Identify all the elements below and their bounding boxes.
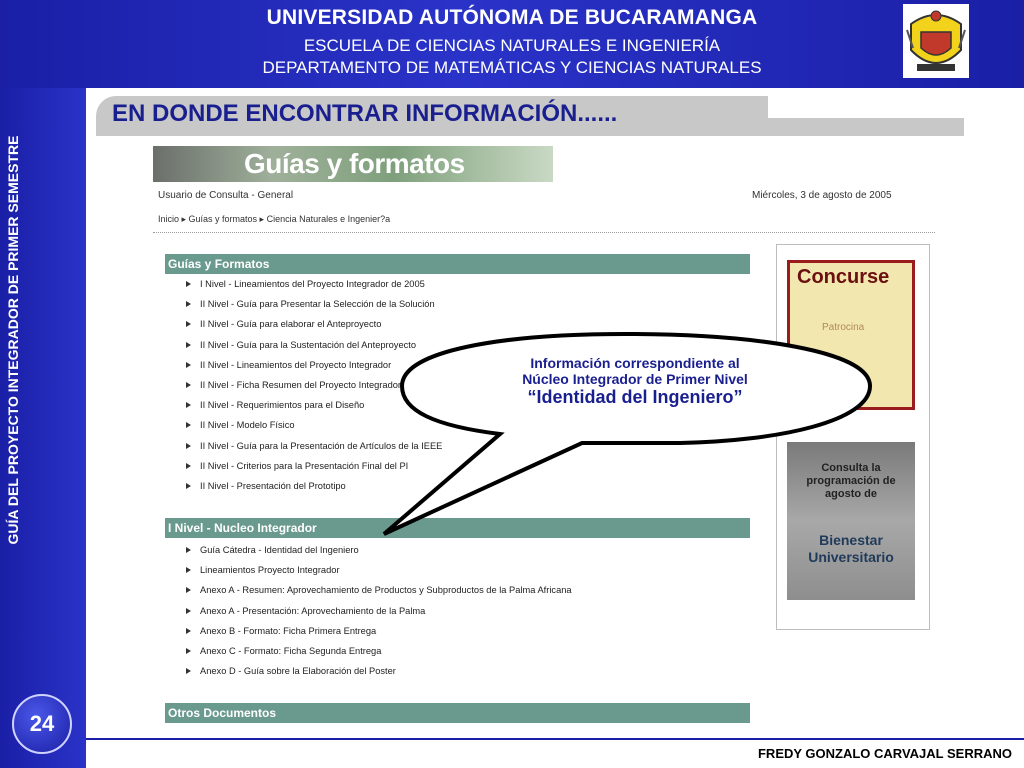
list-item[interactable]: II Nivel - Guía para la Presentación de Artículos de la IEEE — [183, 438, 442, 458]
list-item[interactable]: II Nivel - Ficha Resumen del Proyecto Integrador — [183, 377, 442, 397]
author-name: FREDY GONZALO CARVAJAL SERRANO — [757, 746, 1012, 761]
list-item[interactable]: II Nivel - Lineamientos del Proyecto Integrador — [183, 357, 442, 377]
list-item[interactable]: Guía Cátedra - Identidad del Ingeniero — [183, 542, 572, 562]
list-item[interactable]: II Nivel - Guía para elaborar el Anteproyecto — [183, 316, 442, 336]
list-item[interactable]: Lineamientos Proyecto Integrador — [183, 562, 572, 582]
sidebar-vertical-title: GUÍA DEL PROYECTO INTEGRADOR DE PRIMER SEMESTRE — [5, 135, 21, 545]
list-item[interactable]: Anexo B - Formato: Ficha Primera Entrega — [183, 623, 572, 643]
breadcrumb[interactable]: Inicio ▸ Guías y formatos ▸ Ciencia Naturales e Ingenier?a — [158, 214, 391, 224]
list-item[interactable]: Anexo C - Formato: Ficha Segunda Entrega — [183, 643, 572, 663]
callout-line-3: “Identidad del Ingeniero” — [527, 387, 743, 407]
callout-line-2: Núcleo Integrador de Primer Nivel — [522, 371, 748, 387]
divider — [153, 232, 935, 233]
footer-divider — [86, 738, 1024, 740]
list-item[interactable]: II Nivel - Requerimientos para el Diseño — [183, 397, 442, 417]
slide-header — [0, 0, 1024, 88]
webpage-banner-title: Guías y formatos — [244, 148, 465, 179]
list-item[interactable]: II Nivel - Criterios para la Presentación Final del PI — [183, 458, 442, 478]
list-item[interactable]: Anexo D - Guía sobre la Elaboración del Poster — [183, 663, 572, 683]
user-label: Usuario de Consulta - General — [158, 190, 294, 201]
list-item[interactable]: II Nivel - Presentación del Prototipo — [183, 478, 442, 498]
ad-bienestar-text: Consulta la programación de agosto de — [806, 462, 896, 500]
ad-bienestar-title: Bienestar Universitario — [808, 532, 894, 565]
list-item[interactable]: Anexo A - Presentación: Aprovechamiento de la Palma — [183, 603, 572, 623]
list-nucleo — [183, 542, 572, 683]
university-shield-icon — [903, 4, 969, 78]
list-item[interactable]: I Nivel - Lineamientos del Proyecto Integrador de 2005 — [183, 276, 442, 296]
list-item[interactable]: Anexo A - Resumen: Aprovechamiento de Productos y Subproductos de la Palma Africana — [183, 582, 572, 602]
section-bar-otros: Otros Documentos — [165, 703, 750, 723]
department-name: DEPARTAMENTO DE MATEMÁTICAS Y CIENCIAS NATURALES — [262, 58, 762, 77]
section-bar-guias: Guías y Formatos — [165, 254, 750, 274]
callout-line-1: Información correspondiente al — [530, 355, 740, 371]
university-name: UNIVERSIDAD AUTÓNOMA DE BUCARAMANGA — [266, 6, 758, 29]
date-label: Miércoles, 3 de agosto de 2005 — [752, 190, 892, 201]
section-bar-nucleo: I Nivel - Nucleo Integrador — [165, 518, 750, 538]
list-item[interactable]: II Nivel - Modelo Físico — [183, 417, 442, 437]
callout-text — [420, 355, 850, 408]
school-name: ESCUELA DE CIENCIAS NATURALES E INGENIERÍA — [303, 36, 721, 55]
ad-concurse-sub: Patrocina — [822, 322, 865, 333]
ad-concurse-title: Concurse — [797, 266, 890, 288]
slide-title: EN DONDE ENCONTRAR INFORMACIÓN...... — [112, 100, 618, 127]
list-item[interactable]: II Nivel - Guía para Presentar la Selección de la Solución — [183, 296, 442, 316]
page-number-badge: 24 — [12, 694, 72, 754]
list-item[interactable]: II Nivel - Guía para la Sustentación del Anteproyecto — [183, 337, 442, 357]
